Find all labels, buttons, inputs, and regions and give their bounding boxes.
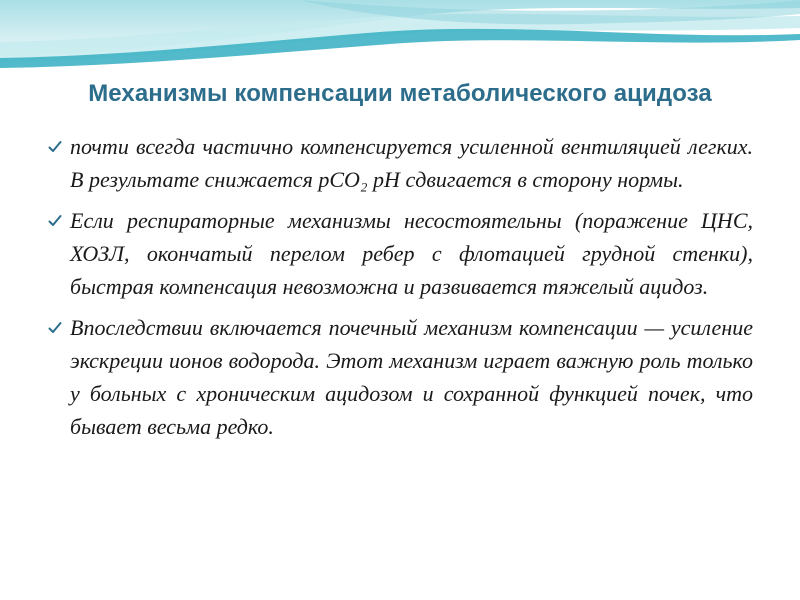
checkmark-icon: [48, 140, 62, 154]
bullet-item: [48, 130, 753, 196]
bullet-text: Если респираторные механизмы несостоятельны (поражение ЦНС, ХОЗЛ, окончатый перелом ребер с флотацией грудной стенки), быстрая компенсация невозможна и развивается тяжелый ацидоз.: [70, 208, 753, 299]
bullet-list: [48, 130, 753, 451]
slide-title: Механизмы компенсации метаболического ацидоза: [88, 80, 712, 107]
checkmark-icon: [48, 214, 62, 228]
bullet-item: [48, 204, 753, 303]
checkmark-icon: [48, 321, 62, 335]
bullet-item: [48, 311, 753, 443]
bullet-text: почти всегда частично компенсируется усиленной вентиляцией легких. В результате снижается pCO₂ pH сдвигается в сторону нормы.: [70, 134, 753, 192]
bullet-text: Впоследствии включается почечный механизм компенсации — усиление экскреции ионов водорода. Этот механизм играет важную роль только у больных с хроническим ацидозом и сохранной функцией почек, что бывает весьма редко.: [70, 315, 753, 439]
